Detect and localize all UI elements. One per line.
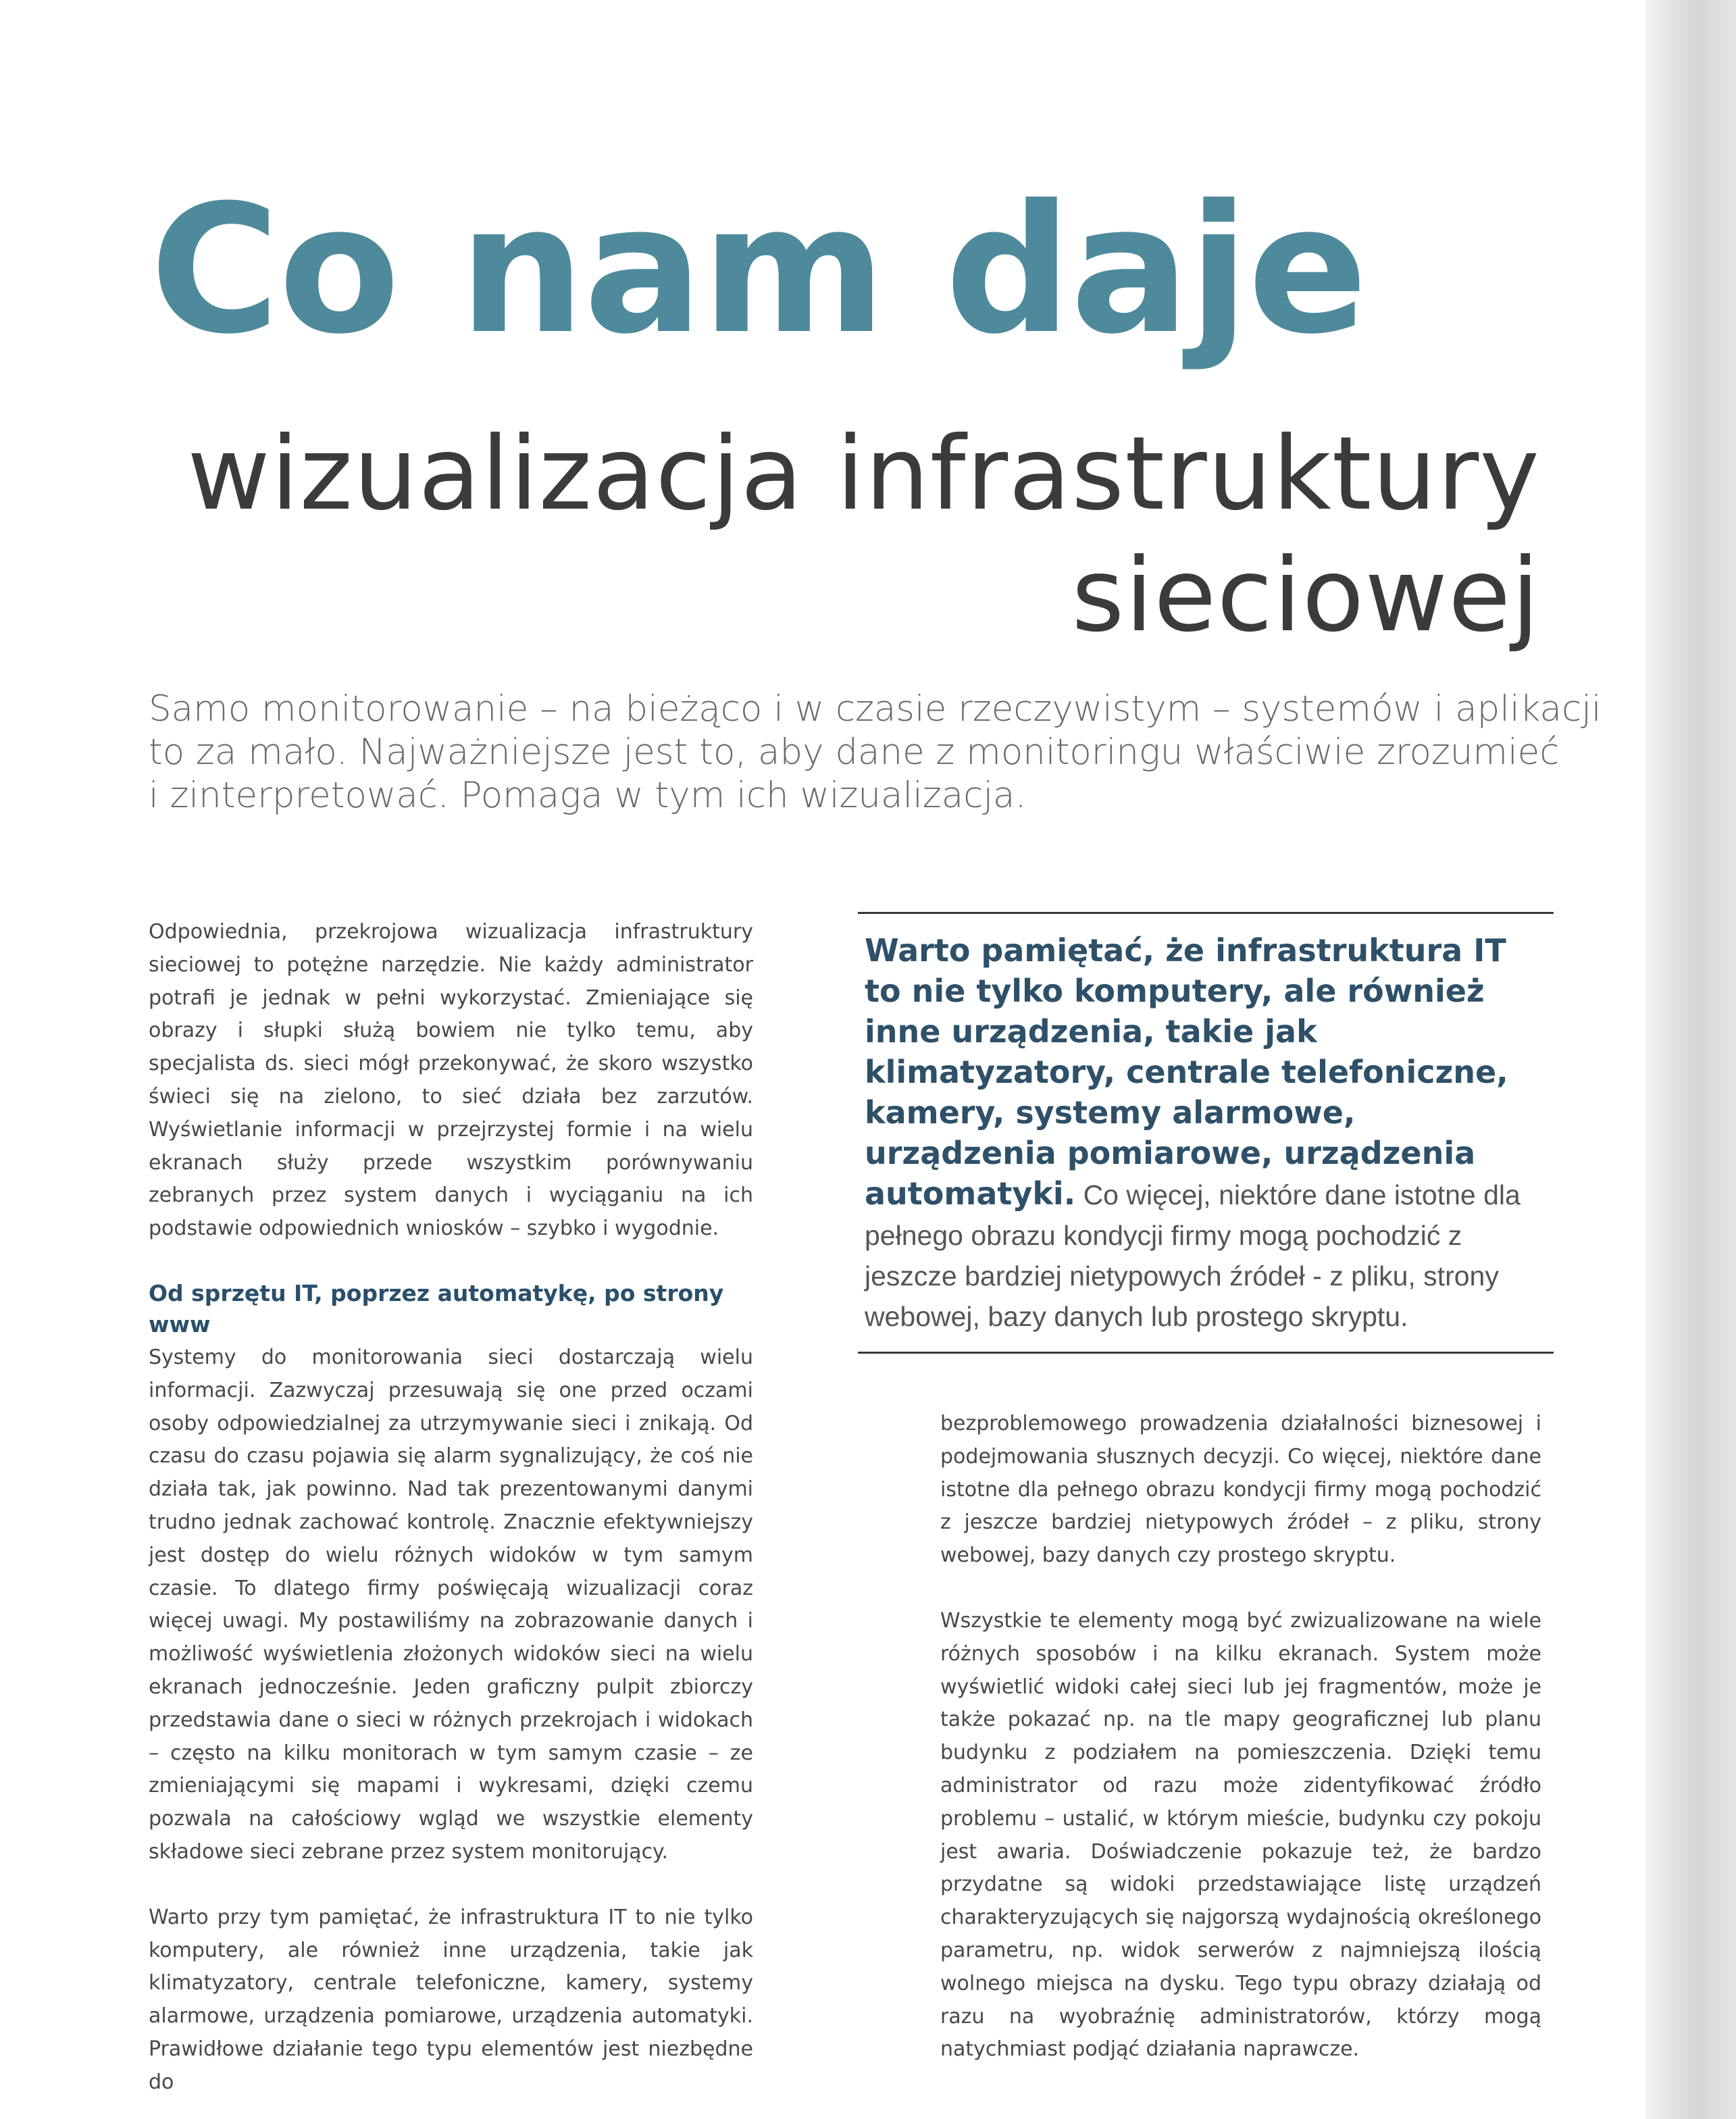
paragraph: Odpowiednia, przekrojowa wizualizacja infrastruktury sieciowej to potężne narzędzie. Nie każdy administrator potrafi je jednak w pełni wykorzystać. Zmieniające się obrazy i słupki służą bowiem nie tylko temu, aby specjalista ds. sieci mógł przekonywać, że skoro wszystko świeci się na zielono, to sieć działa bez zarzutów. Wyświetlanie informacji w przejrzystej formie i na wielu ekranach służy przede wszystkim porównywaniu zebranych przez system danych i wyciąganiu na ich podstawie odpowiednich wniosków – szybko i wygodnie. (149, 920, 753, 1241)
article-lead (149, 688, 1602, 817)
article-title: Co nam daje (150, 167, 1367, 373)
lead-line: i zinterpretować. Pomaga w tym ich wizualizacja. (149, 775, 1027, 816)
lead-line: Samo monitorowanie – na bieżąco i w czasie rzeczywistym – systemów i aplikacji (149, 688, 1602, 730)
left-column (149, 916, 753, 2099)
paragraph: bezproblemowego prowadzenia działalności biznesowej i podejmowania słusznych decyzji. Co więcej, niektóre dane istotne dla pełnego obrazu kondycji firmy mogą pochodzić z jeszcze bardziej nietypowych źródeł – z pliku, strony webowej, bazy danych czy prostego skryptu. (940, 1412, 1541, 1568)
pull-quote (858, 912, 1554, 1354)
section-heading: Od sprzętu IT, poprzez automatykę, po strony www (149, 1279, 724, 1337)
paragraph: Systemy do monitorowania sieci dostarczają wielu informacji. Zazwyczaj przesuwają się one przed oczami osoby odpowiedzialnej za utrzymywanie sieci i znikają. Od czasu do czasu pojawia się alarm sygnalizujący, że coś nie działa tak, jak powinno. Nad tak prezentowanymi danymi trudno jednak zachować kontrolę. Znacznie efektywniejszy jest dostęp do wielu różnych widoków w tym samym czasie. To dlatego firmy poświęcają wizualizacji coraz więcej uwagi. My postawiliśmy na zobrazowanie danych i możliwość wyświetlenia złożonych widoków sieci na wielu ekranach jednocześnie. Jeden graficzny pulpit zbiorczy przedstawia dane o sieci w różnych przekrojach i widokach – często na kilku monitorach w tym samym czasie – ze zmieniającymi się mapami i wykresami, dzięki czemu pozwala na całościowy wgląd we wszystkie elementy składowe sieci zebrane przez system monitorujący. (149, 1345, 753, 1864)
pull-quote-text: Co więcej, niektóre dane istotne dla pełnego obrazu kondycji firmy mogą pochodzić z jeszcze bardziej nietypowych źródeł - z pliku, strony webowej, bazy danych lub prostego skryptu. (865, 1179, 1521, 1332)
subtitle-line: wizualizacja infrastruktury (187, 415, 1540, 533)
subtitle-line: sieciowej (1071, 537, 1540, 655)
lead-line: to za mało. Najważniejsze jest to, aby dane z monitoringu właściwie zrozumieć (149, 732, 1560, 773)
pull-quote-highlight: Warto pamiętać, że infrastruktura IT to nie tylko komputery, ale również inne urządzenia, takie jak klimatyzatory, centrale telefoniczne, kamery, systemy alarmowe, urządzenia pomiarowe, urządzenia automatyki. (865, 932, 1508, 1212)
right-column (940, 1408, 1541, 2066)
article-subtitle (135, 413, 1540, 657)
page-edge-shadow (1645, 0, 1736, 2119)
paragraph: Wszystkie te elementy mogą być zwizualizowane na wiele różnych sposobów i na kilku ekranach. System może wyświetlić widoki całej sieci lub jej fragmentów, może je także pokazać np. na tle mapy geograficznej lub planu budynku z podziałem na pomieszczenia. Dzięki temu administrator od razu może zidentyfikować źródło problemu – ustalić, w którym mieście, budynku czy pokoju jest awaria. Doświadczenie pokazuje też, że bardzo przydatne są widoki przedstawiające listę urządzeń charakteryzujących się najgorszą wydajnością określonego parametru, np. widok serwerów z najmniejszą ilością wolnego miejsca na dysku. Tego typu obrazy działają od razu na wyobraźnię administratorów, którzy mogą natychmiast podjąć działania naprawcze. (940, 1608, 1541, 2062)
paragraph: Warto przy tym pamiętać, że infrastruktura IT to nie tylko komputery, ale również inne urządzenia, takie jak klimatyzatory, centrale telefoniczne, kamery, systemy alarmowe, urządzenia pomiarowe, urządzenia automatyki. Prawidłowe działanie tego typu elementów jest niezbędne do (149, 1905, 753, 2094)
